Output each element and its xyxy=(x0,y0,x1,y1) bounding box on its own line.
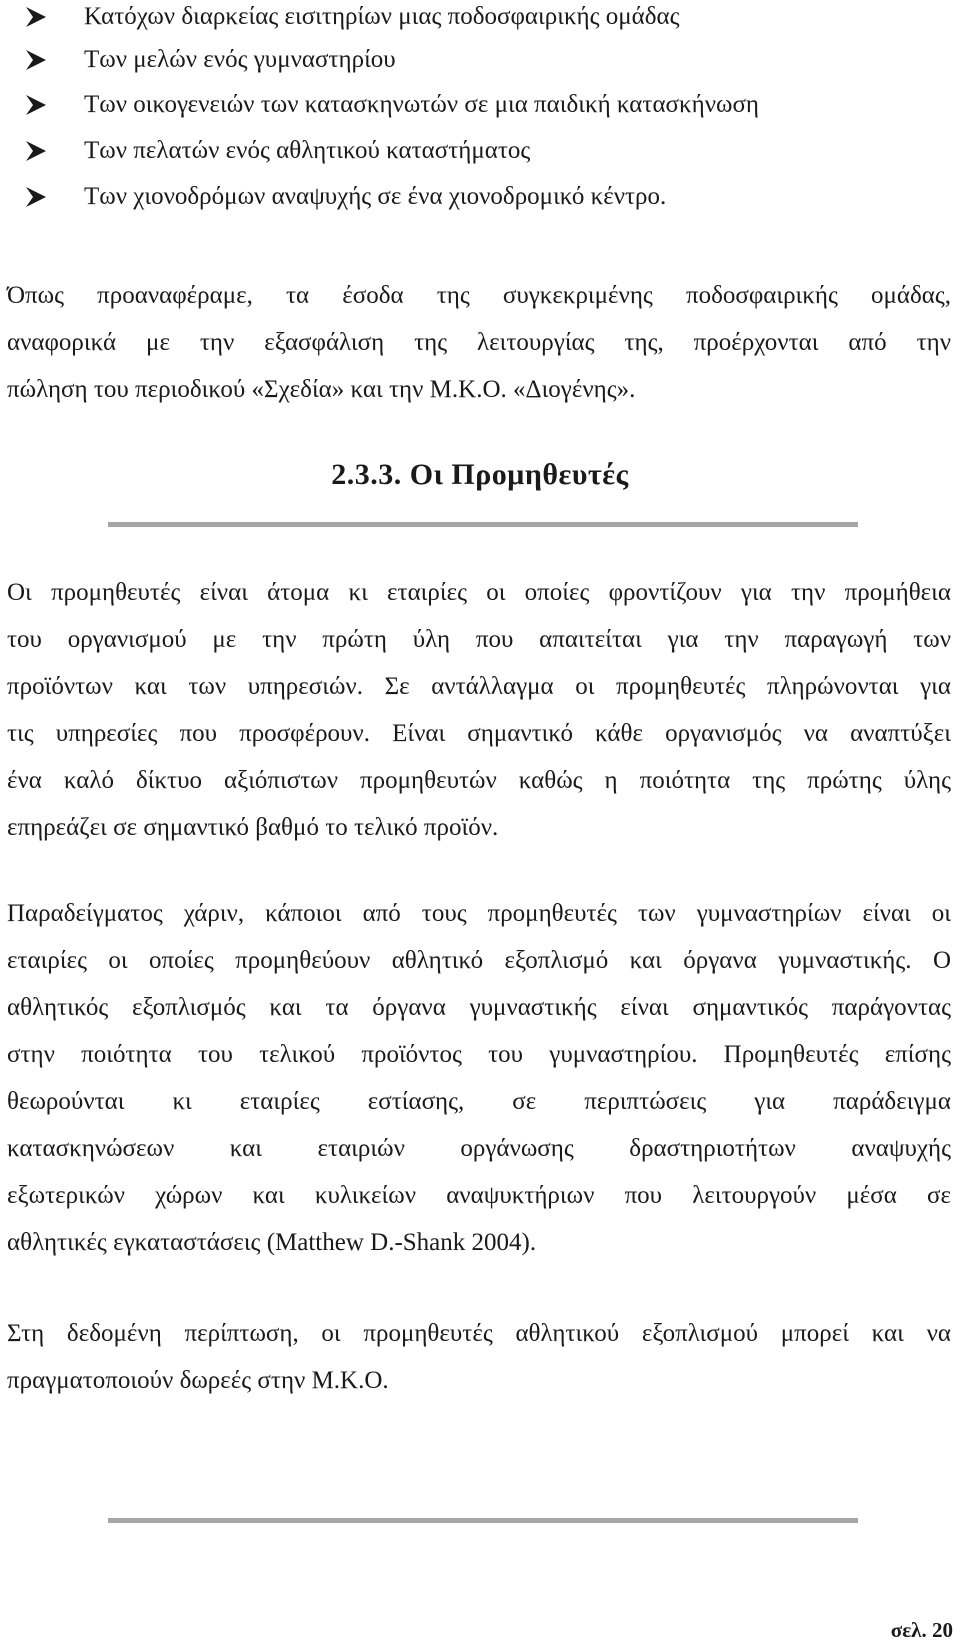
paragraph-line: πώληση του περιοδικού «Σχεδία» και την Μ.Κ.Ο. «Διογένης». xyxy=(7,376,636,403)
paragraph-line: τις υπηρεσίες που προσφέρουν. Είναι σημαντικό κάθε οργανισμός να αναπτύξει xyxy=(7,720,951,747)
paragraph-line: αθλητικές εγκαταστάσεις (Matthew D.-Shank 2004). xyxy=(7,1229,537,1256)
section-heading: 2.3.3. Οι Προμηθευτές xyxy=(331,458,629,491)
paragraph-line: ένα καλό δίκτυο αξιόπιστων προμηθευτών καθώς η ποιότητα της πρώτης ύλης xyxy=(7,767,951,794)
arrow-bullet-icon xyxy=(24,5,48,29)
paragraph-line: θεωρούνται κι εταιρίες εστίασης, σε περιπτώσεις για παράδειγμα xyxy=(7,1088,951,1115)
list-item-text: Των οικογενειών των κατασκηνωτών σε μια παιδική κατασκήνωση xyxy=(84,91,759,118)
list-item xyxy=(0,128,530,174)
footer-rule xyxy=(108,1518,858,1523)
list-item xyxy=(0,82,759,128)
list-item-text: Των μελών ενός γυμναστηρίου xyxy=(84,46,396,73)
paragraph-line: επηρεάζει σε σημαντικό βαθμό το τελικό προϊόν. xyxy=(7,814,499,841)
list-item xyxy=(0,0,680,40)
list-item-text: Των χιονοδρόμων αναψυχής σε ένα χιονοδρομικό κέντρο. xyxy=(84,183,667,210)
page-number: σελ. 20 xyxy=(890,1618,953,1642)
heading-underline xyxy=(108,522,858,527)
paragraph-line: Οι προμηθευτές είναι άτομα κι εταιρίες οι οποίες φροντίζουν για την προμήθεια xyxy=(7,579,951,606)
arrow-bullet-icon xyxy=(24,185,48,209)
paragraph-line: αθλητικός εξοπλισμός και τα όργανα γυμναστικής είναι σημαντικός παράγοντας xyxy=(7,994,951,1021)
paragraph-line: αναφορικά με την εξασφάλιση της λειτουργίας της, προέρχονται από την xyxy=(7,329,951,356)
paragraph-line: κατασκηνώσεων και εταιριών οργάνωσης δραστηριοτήτων αναψυχής xyxy=(7,1135,951,1162)
paragraph-line: Παραδείγματος χάριν, κάποιοι από τους προμηθευτές των γυμναστηρίων είναι οι xyxy=(7,900,951,927)
paragraph-line: του οργανισμού με την πρώτη ύλη που απαιτείται για την παραγωγή των xyxy=(7,626,951,653)
paragraph-line: πραγματοποιούν δωρεές στην Μ.Κ.Ο. xyxy=(7,1367,389,1394)
paragraph-examples xyxy=(7,890,951,1266)
paragraph-line: Στη δεδομένη περίπτωση, οι προμηθευτές αθλητικού εξοπλισμού μπορεί και να xyxy=(7,1320,951,1347)
list-item xyxy=(0,37,396,83)
list-item xyxy=(0,174,666,220)
arrow-bullet-icon xyxy=(24,48,48,72)
list-item-text: Των πελατών ενός αθλητικού καταστήματος xyxy=(84,137,531,164)
paragraph-line: εταιρίες οι οποίες προμηθεύουν αθλητικό εξοπλισμό και όργανα γυμναστικής. Ο xyxy=(7,947,951,974)
arrow-bullet-icon xyxy=(24,139,48,163)
paragraph-line: στην ποιότητα του τελικού προϊόντος του γυμναστηρίου. Προμηθευτές επίσης xyxy=(7,1041,951,1068)
arrow-bullet-icon xyxy=(24,93,48,117)
paragraph-line: Όπως προαναφέραμε, τα έσοδα της συγκεκριμένης ποδοσφαιρικής ομάδας, xyxy=(7,282,951,309)
list-item-text: Κατόχων διαρκείας εισιτηρίων μιας ποδοσφαιρικής ομάδας xyxy=(84,3,680,30)
paragraph-line: εξωτερικών χώρων και κυλικείων αναψυκτήριων που λειτουργούν μέσα σε xyxy=(7,1182,951,1209)
paragraph-donations xyxy=(7,1310,951,1404)
paragraph-line: προϊόντων και των υπηρεσιών. Σε αντάλλαγμα οι προμηθευτές πληρώνονται για xyxy=(7,673,951,700)
paragraph-intro xyxy=(7,272,951,413)
paragraph-suppliers-definition xyxy=(7,569,951,851)
